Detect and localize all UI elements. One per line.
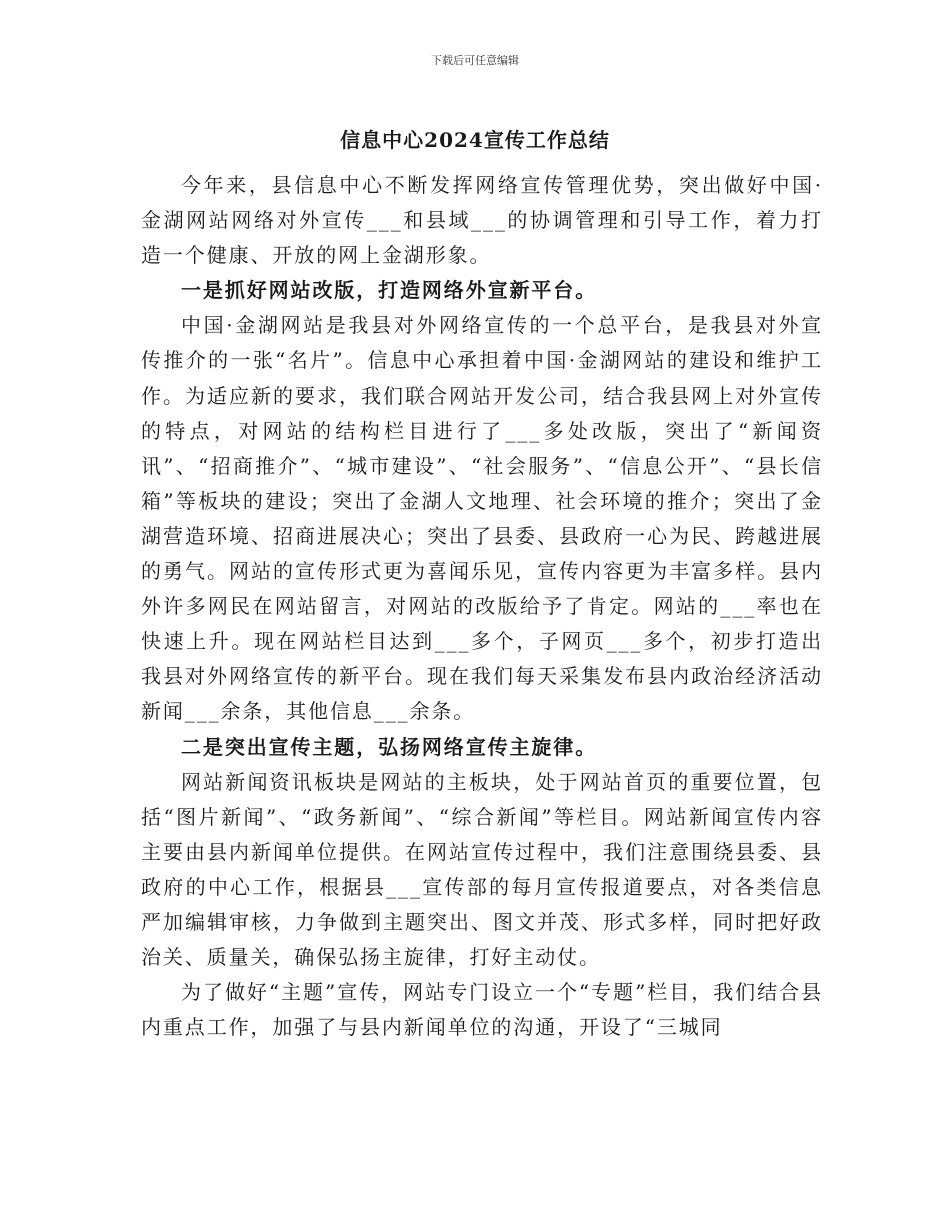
section-heading-2: 二是突出宣传主题，弘扬网络宣传主旋律。 xyxy=(181,734,598,759)
section-1-paragraph: 中国·金湖网站是我县对外网络宣传的一个总平台，是我县对外宣传推介的一张“名片”。信息中心承担着中国·金湖网站的建设和维护工作。为适应新的要求，我们联合网站开发公司，结合我县网上对外宣传的特点，对网站的结构栏目进行了___多处改版，突出了“新闻资讯”、“招商推介”、“城市建设”、“社会服务”、“信息公开”、“县长信箱”等板块的建设；突出了金湖人文地理、社会环境的推介；突出了金湖营造环境、招商进展决心；突出了县委、县政府一心为民、跨越进展的勇气。网站的宣传形式更为喜闻乐见，宣传内容更为丰富多样。县内外许多网民在网站留言，对网站的改版给予了肯定。网站的___率也在快速上升。现在网站栏目达到___多个，子网页___多个，初步打造出我县对外网络宣传的新平台。现在我们每天采集发布县内政治经济活动新闻___余条，其他信息___余条。 xyxy=(141,313,823,724)
intro-paragraph: 今年来，县信息中心不断发挥网络宣传管理优势，突出做好中国·金湖网站网络对外宣传___和县域___的协调管理和引导工作，着力打造一个健康、开放的网上金湖形象。 xyxy=(141,173,823,268)
section-2-paragraph-1: 网站新闻资讯板块是网站的主板块，处于网站首页的重要位置，包括“图片新闻”、“政务新闻”、“综合新闻”等栏目。网站新闻宣传内容主要由县内新闻单位提供。在网站宣传过程中，我们注意围绕县委、县政府的中心工作，根据县___宣传部的每月宣传报道要点，对各类信息严加编辑审核，力争做到主题突出、图文并茂、形式多样，同时把好政治关、质量关，确保弘扬主旋律，打好主动仗。 xyxy=(141,769,823,970)
section-heading-1: 一是抓好网站改版，打造网络外宣新平台。 xyxy=(181,278,598,303)
section-2-paragraph-2: 为了做好“主题”宣传，网站专门设立一个“专题”栏目，我们结合县内重点工作，加强了与县内新闻单位的沟通，开设了“三城同 xyxy=(141,980,823,1040)
document-body xyxy=(141,168,823,1045)
document-title: 信息中心2024宣传工作总结 xyxy=(340,128,610,152)
page-header-note: 下载后可任意编辑 xyxy=(431,54,519,67)
